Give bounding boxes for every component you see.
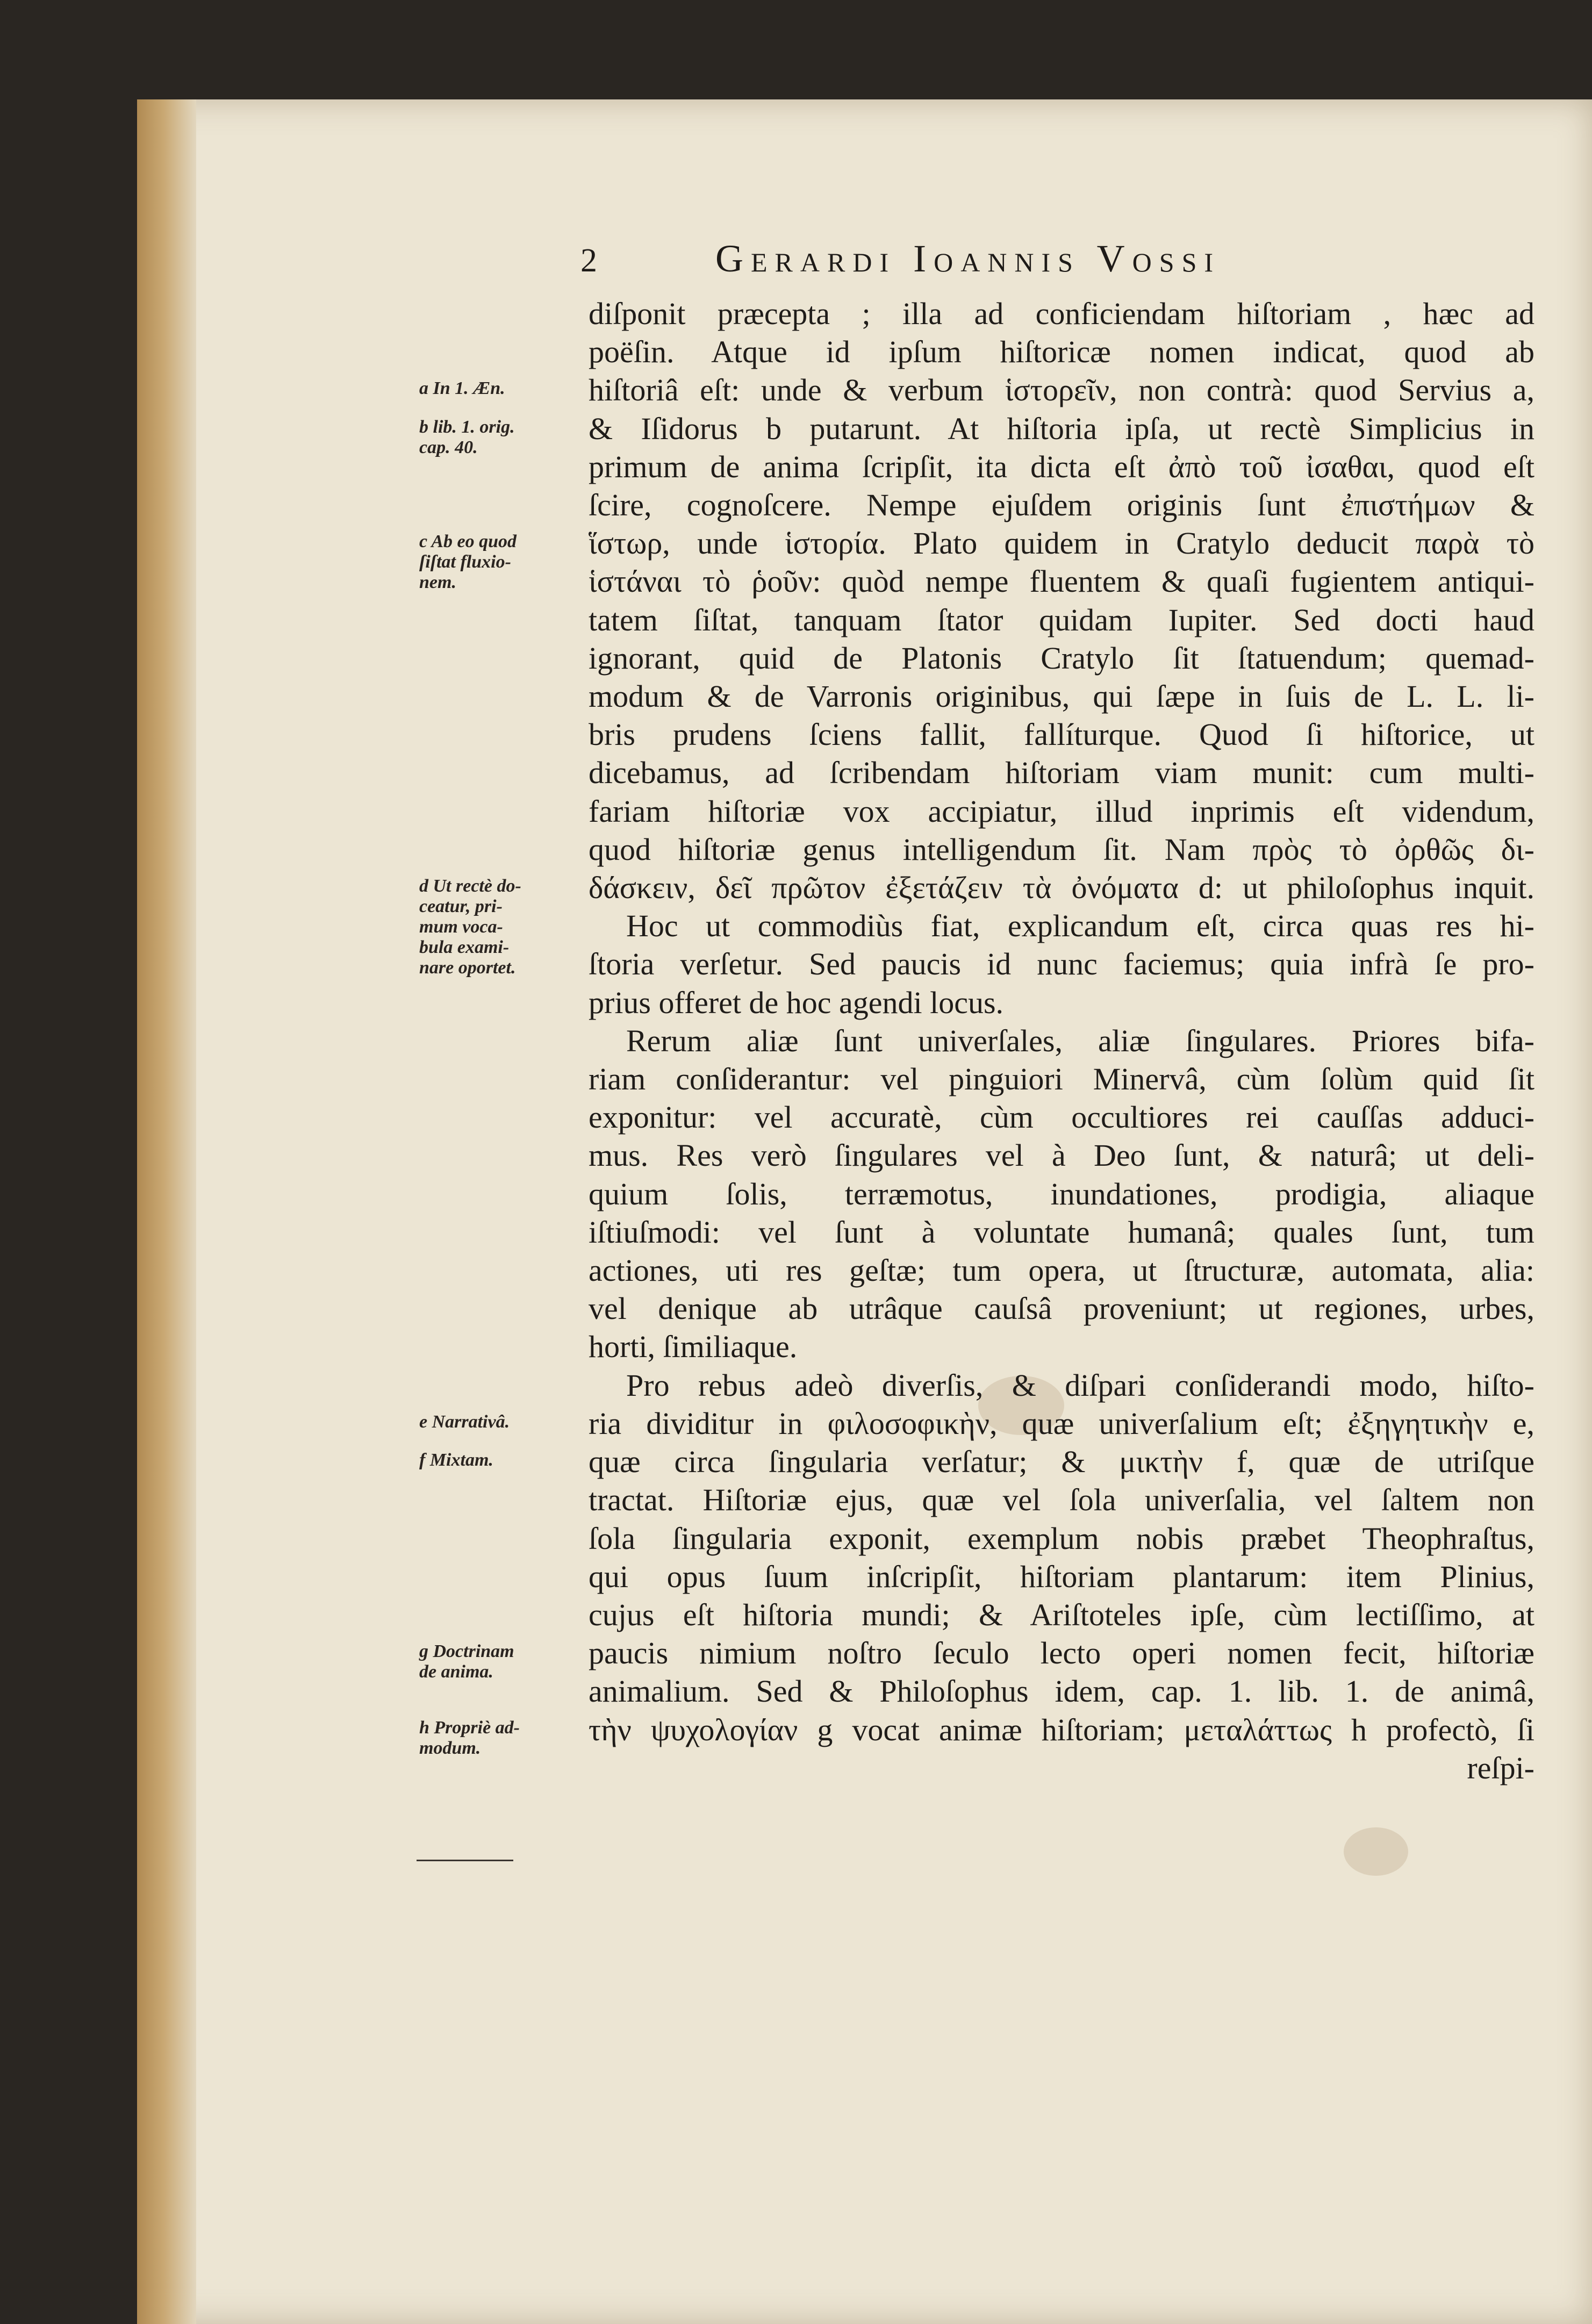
text-line: poëſin. Atque id ipſum hiſtoricæ nomen indicat, quod ab — [589, 334, 1534, 370]
body-text — [589, 295, 1534, 1787]
text-line: ignorant, quid de Platonis Cratylo ſit ſtatuendum; quemad- — [589, 640, 1534, 676]
text-line: ſola ſingularia exponit, exemplum nobis præbet Theophraſtus, — [589, 1520, 1534, 1556]
text-line: mus. Res verò ſingulares vel à Deo ſunt, & naturâ; ut deli- — [589, 1138, 1534, 1173]
text-line: dicebamus, ad ſcribendam hiſtoriam viam munit: cum multi- — [589, 755, 1534, 791]
text-line: primum de anima ſcripſit, ita dicta eſt ἀπὸ τοῦ ἰσαθαι, quod eſt — [589, 449, 1534, 484]
text-line: actiones, uti res geſtæ; tum opera, ut ſtructuræ, automata, alia: — [589, 1253, 1534, 1288]
margin-note: b lib. 1. orig. cap. 40. — [419, 417, 515, 457]
text-line: iſtiuſmodi: vel ſunt à voluntate humanâ; quales ſunt, tum — [589, 1214, 1534, 1250]
text-line: quæ circa ſingularia verſatur; & μικτὴν f, quæ de utriſque — [589, 1444, 1534, 1480]
text-line: riam conſiderantur: vel pinguiori Minervâ, cùm ſolùm quid ſit — [589, 1061, 1534, 1097]
text-line: ἱστάναι τὸ ῥοῦν: quòd nempe fluentem & quaſi fugientem antiqui- — [589, 564, 1534, 599]
margin-note: f Mixtam. — [419, 1450, 493, 1470]
text-line: exponitur: vel accuratè, cùm occultiores rei cauſſas adduci- — [589, 1100, 1534, 1135]
text-line: prius offeret de hoc agendi locus. — [589, 985, 1004, 1020]
text-line: τὴν ψυχολογίαν g vocat animæ hiſtoriam; μεταλάττως h profectò, ſi — [589, 1712, 1534, 1747]
text-line: ria dividitur in φιλοσοφικὴν, quæ univerſalium eſt; ἐξηγητικὴν e, — [589, 1405, 1534, 1441]
page-gutter — [137, 99, 196, 2324]
text-line: diſponit præcepta ; illa ad conficiendam hiſtoriam , hæc ad — [589, 296, 1534, 331]
text-line: paucis nimium noſtro ſeculo lecto operi nomen fecit, hiſtoriæ — [589, 1636, 1534, 1671]
text-line: Rerum aliæ ſunt univerſales, aliæ ſingulares. Priores bifa- — [626, 1023, 1534, 1058]
page-number: 2 — [580, 242, 597, 279]
margin-note: d Ut rectè do- ceatur, pri- mum voca- bula exami- nare oportet. — [419, 876, 521, 978]
text-line: cujus eſt hiſtoria mundi; & Ariſtoteles ipſe, cùm lectiſſimo, at — [589, 1597, 1534, 1632]
margin-note: g Doctrinam de anima. — [419, 1641, 514, 1682]
text-line: qui opus ſuum inſcripſit, hiſtoriam plantarum: item Plinius, — [589, 1559, 1534, 1594]
text-line: fariam hiſtoriæ vox accipiatur, illud inprimis eſt videndum, — [589, 793, 1534, 829]
text-line: tractat. Hiſtoriæ ejus, quæ vel ſola univerſalia, vel ſaltem non — [589, 1482, 1534, 1518]
text-line: modum & de Varronis originibus, qui ſæpe in ſuis de L. L. li- — [589, 679, 1534, 714]
text-line: Pro rebus adeò diverſis, & diſpari conſiderandi modo, hiſto- — [626, 1367, 1534, 1403]
text-line: quium ſolis, terræmotus, inundationes, prodigia, aliaque — [589, 1176, 1534, 1211]
margin-note: e Narrativâ. — [419, 1411, 510, 1432]
margin-note: c Ab eo quod ſiſtat fluxio- nem. — [419, 532, 517, 593]
text-line: vel denique ab utrâque cauſsâ proveniunt; ut regiones, urbes, — [589, 1291, 1534, 1326]
running-head — [580, 236, 1559, 281]
text-line: animalium. Sed & Philoſophus idem, cap. 1. lib. 1. de animâ, — [589, 1674, 1534, 1709]
text-line: hiſtoriâ eſt: unde & verbum ἱστορεῖν, non contrà: quod Servius a, — [589, 372, 1534, 408]
text-line: & Iſidorus b putarunt. At hiſtoria ipſa, ut rectè Simplicius in — [589, 411, 1534, 446]
text-line: ſcire, cognoſcere. Nempe ejuſdem originis ſunt ἐπιστήμων & — [589, 487, 1534, 523]
text-line: δάσκειν, δεῖ πρῶτον ἐξετάζειν τὰ ὀνόματα d: ut philoſophus inquit. — [589, 870, 1534, 906]
text-line: ἵστωρ, unde ἱστορία. Plato quidem in Cratylo deducit παρὰ τὸ — [589, 526, 1534, 561]
margin-note: h Propriè ad- modum. — [419, 1718, 520, 1759]
text-line: Hoc ut commodiùs fiat, explicandum eſt, circa quas res hi- — [626, 908, 1534, 944]
paper-stain — [1344, 1827, 1408, 1876]
text-line: reſpi- — [1467, 1750, 1534, 1785]
text-line: quod hiſtoriæ genus intelligendum ſit. Nam πρὸς τὸ ὀρθῶς δι- — [589, 831, 1534, 867]
text-line: horti, ſimiliaque. — [589, 1329, 798, 1365]
text-line: bris prudens ſciens fallit, fallíturque. Quod ſi hiſtorice, ut — [589, 717, 1534, 752]
margin-note: a In 1. Æn. — [419, 378, 505, 399]
running-head-author: Gerardi Ioannis Vossi — [715, 237, 1221, 280]
margin-rule — [417, 1860, 513, 1861]
text-line: ſtoria verſetur. Sed paucis id nunc faciemus; quia infrà ſe pro- — [589, 946, 1534, 982]
text-line: tatem ſiſtat, tanquam ſtator quidam Iupiter. Sed docti haud — [589, 602, 1534, 637]
